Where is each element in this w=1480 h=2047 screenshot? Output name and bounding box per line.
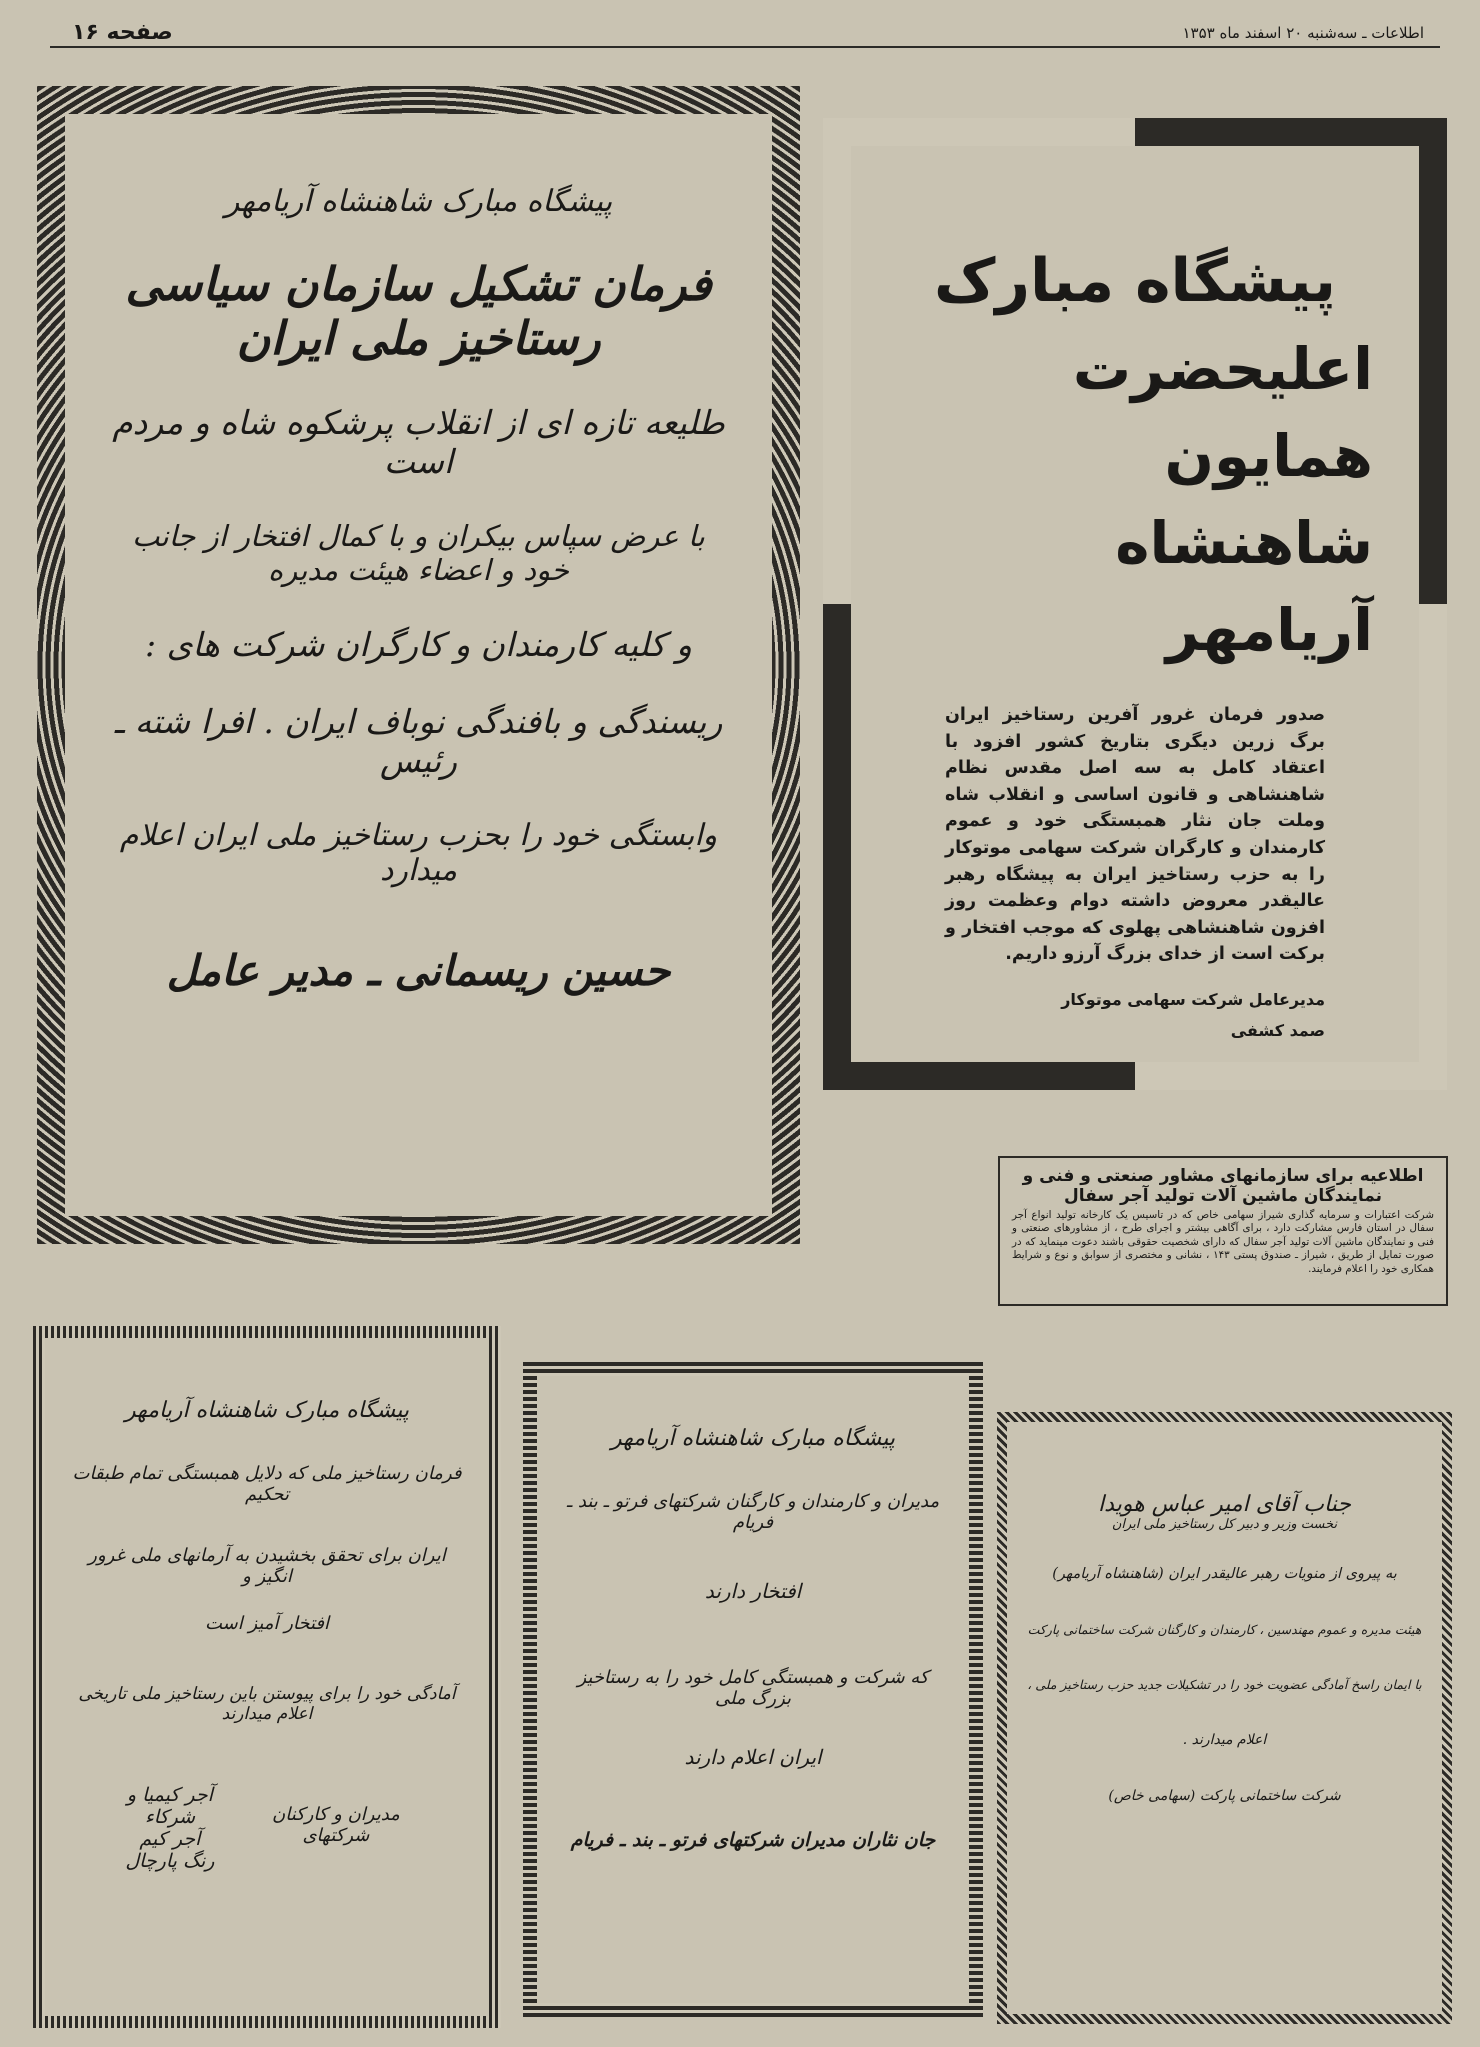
announcement-parket (997, 1412, 1452, 2024)
notice-heading: اطلاعیه برای سازمانهای مشاور صنعتی و فنی و (1022, 1166, 1424, 1186)
body-line: ایران برای تحقق بخشیدن به آرمانهای ملی غرور انگیز و (88, 1545, 446, 1587)
company-name: آجر کیم (139, 1828, 201, 1850)
signature: حسین ریسمانی ـ مدیر عامل (166, 946, 671, 995)
body-line: به پیروی از منویات رهبر عالیقدر ایران (شاهنشاه آریامهر) (1052, 1566, 1397, 1582)
page-number: صفحه ۱۶ (72, 20, 173, 45)
addressee: جناب آقای امیر عباس هویدا (1098, 1492, 1351, 1517)
body-line: مدیران و کارمندان و کارگنان شرکتهای فرتو ـ بند ـ فریام (566, 1491, 940, 1533)
signature: جان نثاران مدیران شرکتهای فرتو ـ بند ـ فریام (570, 1829, 936, 1851)
body-line: افتخار آمیز است (204, 1613, 330, 1634)
announcement-ajr-kimia (33, 1326, 501, 2028)
dedication-line: پیشگاه مبارک شاهنشاه آریامهر (124, 1398, 410, 1423)
addressee-title: نخست وزیر و دبیر کل رستاخیز ملی ایران (1111, 1517, 1338, 1532)
body-line: وابستگی خود را بحزب رستاخیز ملی ایران اعلام میدارد (119, 818, 718, 888)
company-line: ریسندگی و بافندگی نوباف ایران . افرا شته ـ رئیس (114, 702, 723, 780)
body-line: با ایمان راسخ آمادگی عضویت خود را در تشکیلات جدید حزب رستاخیز ملی ، (1027, 1677, 1422, 1692)
signature: شرکت ساختمانی پارکت (سهامی خاص) (1108, 1788, 1341, 1804)
notice-brick-tile (998, 1156, 1448, 1306)
title-line: پیشگاه مبارک (934, 246, 1336, 316)
signer-label: مدیران و کارکنان شرکتهای (271, 1804, 400, 1846)
dedication-line: پیشگاه مبارک شاهنشاه آریامهر (224, 184, 613, 219)
notice-heading: نمایندگان ماشین آلات تولید آجر سفال (1063, 1186, 1383, 1206)
announcement-motokar (823, 118, 1447, 1090)
body-line: فرمان رستاخیز ملی که دلایل همبستگی تمام طبقات تحکیم (72, 1463, 462, 1505)
body-line: اعلام میدارند . (1182, 1732, 1267, 1748)
signer-title: مدیرعامل شرکت سهامی موتوکار (1061, 989, 1325, 1009)
headline-decree: فرمان تشکیل سازمان سیاسی رستاخیز ملی ایران (125, 257, 712, 365)
body-text: صدور فرمان غرور آفرین رستاخیز ایران برگ زرین دیگری بتاریخ کشور افزود با اعتقاد کامل به سه اصل مقدس نظام شاهنشاهی و قانون اساسی و انقلاب شاه وملت جان نثار همبستگی خود و عموم کارمندان و کارگران شرکت سهامی موتوکار را به حزب رستاخیز ایران به پیشگاه رهبر عالیقدر معروض داشته دوام وعظمت روز افزون شاهنشاهی پهلوی که موجب افتخار و برکت است از خدای بزرگ آرزو داریم. (945, 705, 1325, 965)
announcement-reesmani (37, 86, 800, 1244)
header-rule (50, 46, 1440, 48)
issue-line: اطلاعات ـ سه‌شنبه ۲۰ اسفند ماه ۱۳۵۳ (1182, 24, 1424, 42)
signer-name: صمد کشفی (1230, 1020, 1325, 1040)
title-line: شاهنشاه آریامهر (1115, 509, 1373, 664)
body-line: که شرکت و همبستگی کامل خود را به رستاخیز بزرگ ملی (577, 1667, 929, 1709)
company-name: آجر کیمیا و شرکاء (126, 1784, 213, 1828)
body-line: هیئت مدیره و عموم مهندسین ، کارمندان و کارگنان شرکت ساختمانی پارکت (1027, 1622, 1422, 1637)
company-name: رنگ پارچال (125, 1850, 215, 1872)
body-line: با عرض سپاس بیکران و با کمال افتخار از جانب خود و اعضاء هیئت مدیره (132, 519, 705, 587)
body-line: و کلیه کارمندان و کارگران شرکت های : (144, 625, 693, 664)
body-line: افتخار دارند (704, 1579, 802, 1603)
body-line: طلیعه تازه ای از انقلاب پرشکوه شاه و مردم است (112, 403, 725, 481)
body-line: ایران اعلام دارند (684, 1745, 822, 1769)
title-line: اعلیحضرت همایون (1072, 335, 1373, 490)
announcement-farto (523, 1362, 983, 2017)
body-line: آمادگی خود را برای پیوستن باین رستاخیز ملی تاریخی اعلام میدارند (78, 1684, 456, 1724)
dedication-line: پیشگاه مبارک شاهنشاه آریامهر (610, 1426, 896, 1451)
notice-body: شرکت اعتبارات و سرمایه گذاری شیراز سهامی خاص که در تاسیس یک کارخانه تولید انواع آجر سفال در استان فارس مشارکت دارد ، برای آگاهی بیشتر و اجرای طرح ، از مشاورهای صنعتی و فنی و نمایندگان ماشین آلات تولید آجر سفال که دارای شخصیت حقوقی باشند دعوت مینماید که در صورت تمایل از طریق ، شیراز ـ صندوق پستی ۱۴۳ ، نشانی و مختصری از سوابق و نوع و شرایط همکاری خود را اعلام فرمایند. (1012, 1209, 1434, 1275)
